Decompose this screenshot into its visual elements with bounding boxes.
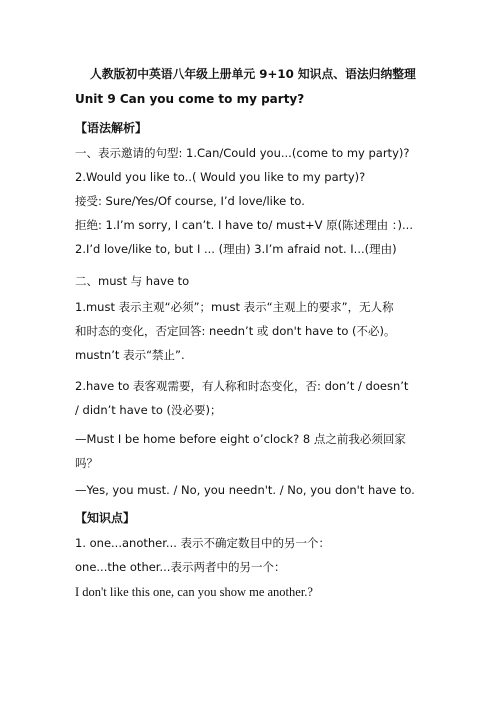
text-line: 2.have to 表客观需要，有人称和时态变化，否: don’t / doesn’t — [75, 379, 409, 393]
text-line: 1. one...another... 表示不确定数目中的另一个： — [75, 536, 331, 550]
text-line: —Yes, you must. / No, you needn't. / No, you don't have to. — [75, 483, 415, 497]
text-line: I don't like this one, can you show me another.? — [75, 585, 313, 599]
section-heading-grammar: 【语法解析】 — [75, 121, 148, 135]
text-line: 2.Would you like to..( Would you like to my party)? — [75, 170, 366, 184]
text-line: 吗？ — [75, 456, 98, 470]
text-line: 二、must 与 have to — [75, 274, 190, 288]
section-heading-knowledge: 【知识点】 — [75, 511, 136, 525]
unit-heading: Unit 9 Can you come to my party? — [75, 92, 305, 106]
document-title: 人教版初中英语八年级上册单元 9+10 知识点、语法归纳整理 — [90, 67, 416, 81]
text-line: one...the other...表示两者中的另一个： — [75, 560, 286, 574]
text-line: 接受: Sure/Yes/Of course, I’d love/like to. — [75, 194, 305, 208]
text-line: 一、表示邀请的句型: 1.Can/Could you...(come to my party)? — [75, 146, 410, 160]
text-line: 2.I’d love/like to, but I ... (理由) 3.I’m afraid not. I...(理由) — [75, 242, 397, 256]
text-line: 和时态的变化，否定回答: needn’t 或 don't have to (不必)。 — [75, 324, 396, 338]
text-line: —Must I be home before eight o’clock? 8 点之前我必须回家 — [75, 432, 406, 446]
text-line: 拒绝: 1.I’m sorry, I can’t. I have to/ must+V 原(陈述理由 ：)... — [75, 218, 413, 232]
text-line: mustn’t 表示“禁止”. — [75, 348, 185, 362]
text-line: / didn’t have to (没必要)； — [75, 403, 222, 417]
text-line: 1.must 表示主观“必须”；must 表示“主观上的要求”，无人称 — [75, 300, 394, 314]
